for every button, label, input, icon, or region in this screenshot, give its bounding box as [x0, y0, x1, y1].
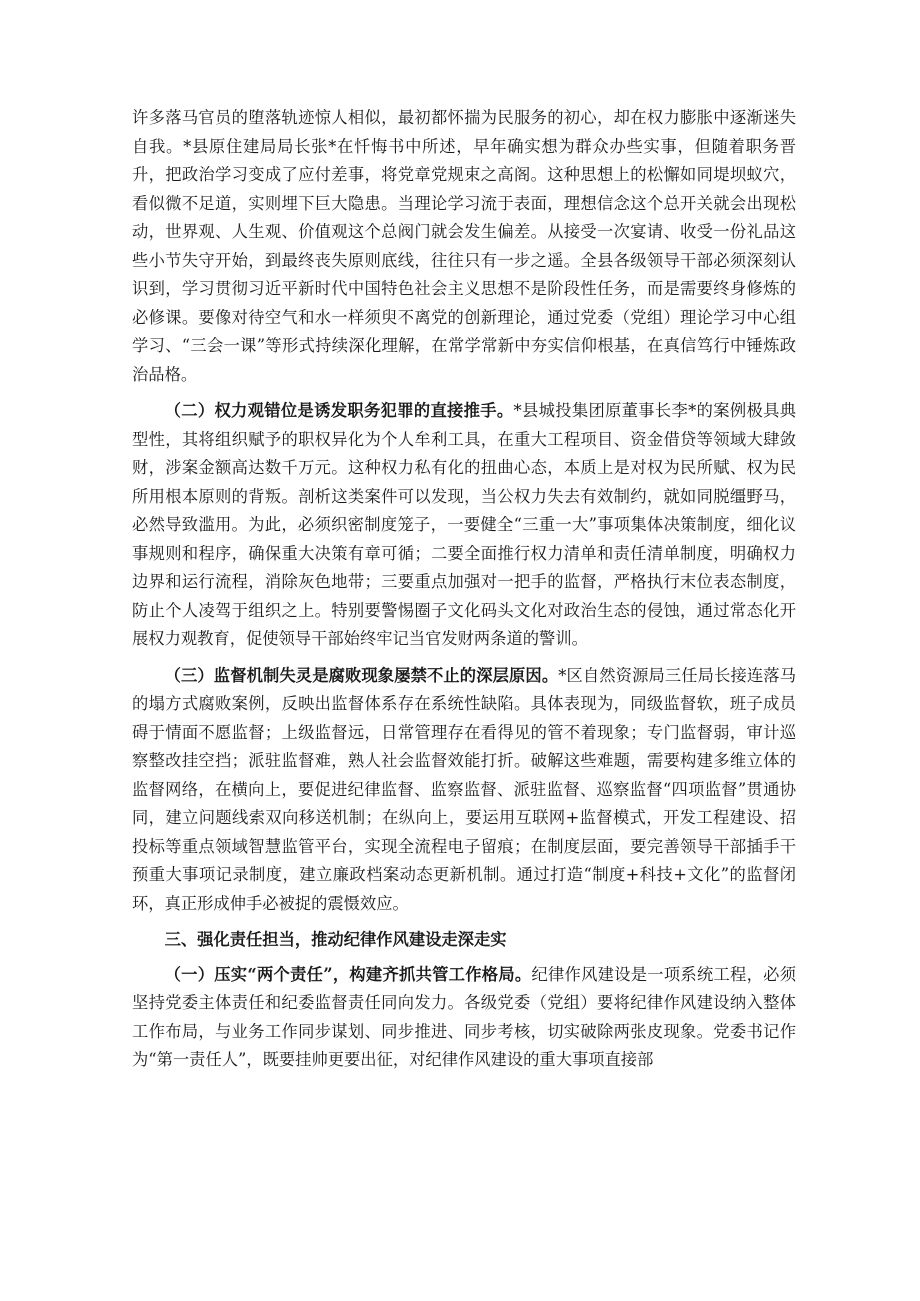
paragraph-two-responsibilities [132, 961, 796, 1075]
paragraph-power-view [132, 397, 796, 654]
paragraph-thought-erosion [132, 104, 796, 389]
section-heading: 三、强化责任担当，推动纪律作风建设走深走实 [164, 930, 507, 949]
paragraph-text: *区自然资源局三任局长接连落马的塌方式腐败案例，反映出监督体系存在系统性缺陷。具体表现为，同级监督软，班子成员碍于情面不愿监督；上级监督远，日常管理存在看得见的管不着现象；专门监督弱，审计巡察整改挂空挡；派驻监督难，熟人社会监督效能打折。破解这些难题，需要构建多维立体的监督网络，在横向上，要促进纪律监督、监察监督、派驻监督、巡察监督“四项监督”贯通协同，建立问题线索双向移送机制；在纵向上，要运用互联网+监督模式，开发工程建设、招投标等重点领域智慧监管平台，实现全流程电子留痕；在制度层面，要完善领导干部插手干预重大事项记录制度，建立廉政档案动态更新机制。通过打造“制度+科技+文化”的监督闭环，真正形成伸手必被捉的震慑效应。 [132, 665, 796, 913]
paragraph-lead: （一）压实“两个责任”，构建齐抓共管工作格局。 [164, 964, 532, 984]
paragraph-text: 许多落马官员的堕落轨迹惊人相似，最初都怀揣为民服务的初心，却在权力膨胀中逐渐迷失自我。*县原住建局局长张*在忏悔书中所述，早年确实想为群众办些实事，但随着职务晋升，把政治学习变成了应付差事，将党章党规束之高阁。这种思想上的松懈如同堤坝蚁穴，看似微不足道，实则埋下巨大隐患。当理论学习流于表面，理想信念这个总开关就会出现松动，世界观、人生观、价值观这个总阀门就会发生偏差。从接受一次宴请、收受一份礼品这些小节失守开始，到最终丧失原则底线，往往只有一步之遥。全县各级领导干部必须深刻认识到，学习贯彻习近平新时代中国特色社会主义思想不是阶段性任务，而是需要终身修炼的必修课。要像对待空气和水一样须臾不离党的创新理论，通过党委（党组）理论学习中心组学习、“三会一课”等形式持续深化理解，在常学常新中夯实信仰根基，在真信笃行中锤炼政治品格。 [132, 108, 796, 384]
paragraph-text: *县城投集团原董事长李*的案例极具典型性，其将组织赋予的职权异化为个人牟利工具，在重大工程项目、资金借贷等领域大肆敛财，涉案金额高达数千万元。这种权力私有化的扭曲心态，本质上是对权为民所赋、权为民所用根本原则的背叛。剖析这类案件可以发现，当公权力失去有效制约，就如同脱缰野马，必然导致滥用。为此，必须织密制度笼子，一要健全“三重一大”事项集体决策制度，细化议事规则和程序，确保重大决策有章可循；二要全面推行权力清单和责任清单制度，明确权力边界和运行流程，消除灰色地带；三要重点加强对一把手的监督，严格执行末位表态制度，防止个人凌驾于组织之上。特别要警惕圈子文化码头文化对政治生态的侵蚀，通过常态化开展权力观教育，促使领导干部始终牢记当官发财两条道的警训。 [132, 401, 796, 648]
paragraph-supervision [132, 662, 796, 919]
paragraph-text: 纪律作风建设是一项系统工程，必须坚持党委主体责任和纪委监督责任同向发力。各级党委（党组）要将纪律作风建设纳入整体工作布局，与业务工作同步谋划、同步推进、同步考核，切实破除两张皮现象。党委书记作为“第一责任人”，既要挂帅更要出征，对纪律作风建设的重大事项直接部 [132, 964, 796, 1069]
paragraph-lead: （三）监督机制失灵是腐败现象屡禁不止的深层原因。 [164, 665, 559, 685]
paragraph-lead: （二）权力观错位是诱发职务犯罪的直接推手。 [164, 401, 514, 420]
document-page [132, 104, 796, 1083]
